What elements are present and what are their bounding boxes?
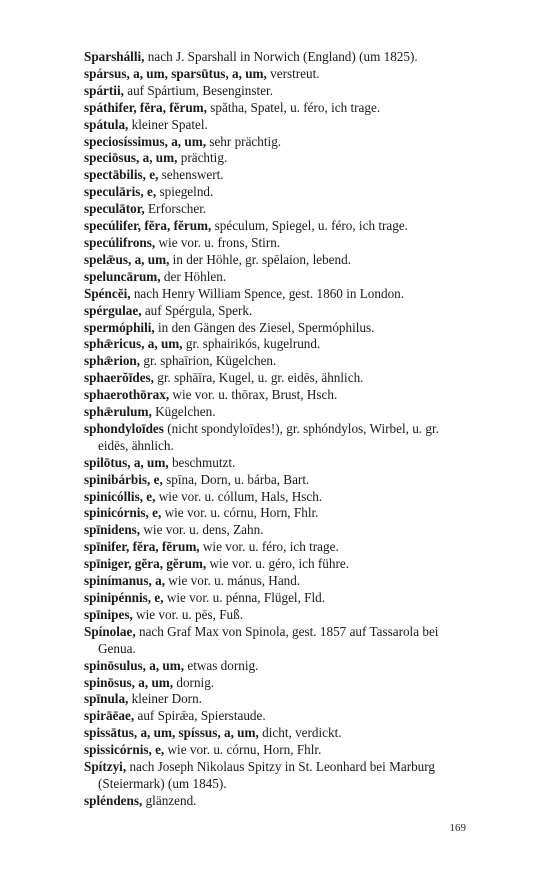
dictionary-entry [84,303,468,320]
entry-headword: spermóphili, [84,319,155,335]
entry-headword: Spítzyi, [84,759,127,775]
dictionary-entry [84,489,468,506]
entry-headword: speciosíssimus, a, um, [84,133,207,149]
entry-headword: spinōsulus, a, um, [84,657,185,673]
entry-definition: gr. sphāīra, Kugel, u. gr. eidēs, ähnlich. [153,370,364,386]
entry-definition: Kügelchen. [151,404,216,420]
entry-headword: spīnidens, [84,522,141,538]
dictionary-entry [84,759,468,793]
entry-definition: kleiner Spatel. [128,116,208,132]
entry-headword: spátula, [84,116,129,132]
dictionary-entry [84,150,468,167]
entry-definition: spīna, Dorn, u. bárba, Bart. [162,471,310,487]
entry-definition: wie vor. u. mánus, Hand. [165,573,301,589]
entry-headword: spīnula, [84,691,129,707]
dictionary-entry [84,134,468,151]
dictionary-entry [84,708,468,725]
entry-headword: spársus, a, um, sparsūtus, a, um, [84,65,267,81]
entry-definition: in den Gängen des Ziesel, Spermóphilus. [154,319,375,335]
dictionary-entry [84,455,468,472]
entry-headword: speculātor, [84,201,145,217]
entry-definition: wie vor. u. córnu, Horn, Fhlr. [164,742,322,758]
dictionary-entry [84,522,468,539]
dictionary-entry [84,117,468,134]
entry-headword: sphǣricus, a, um, [84,336,183,352]
entry-definition: gr. sphaīrion, Kügelchen. [140,353,277,369]
entry-headword: spissātus, a, um, spíssus, a, um, [84,725,259,741]
entry-headword: spīnifer, fĕra, fĕrum, [84,539,200,555]
entry-list [84,49,468,810]
dictionary-entry [84,658,468,675]
dictionary-entry [84,539,468,556]
dictionary-entry [84,269,468,286]
dictionary-entry [84,675,468,692]
entry-definition: spătha, Spatel, u. féro, ich trage. [206,99,381,115]
entry-headword: spelǣus, a, um, [84,251,170,267]
entry-definition: der Höhlen. [160,268,227,284]
dictionary-entry [84,725,468,742]
entry-headword: spérgulae, [84,302,142,318]
entry-definition: wie vor. u. thōrax, Brust, Hsch. [169,387,338,403]
entry-headword: Sparshálli, [84,49,145,64]
entry-headword: speciōsus, a, um, [84,150,178,166]
entry-definition: dicht, verdickt. [258,725,342,741]
dictionary-entry [84,184,468,201]
dictionary-entry [84,387,468,404]
dictionary-entry [84,590,468,607]
dictionary-entry [84,370,468,387]
entry-headword: spártii, [84,82,124,98]
entry-definition: spiegelnd. [156,184,214,200]
entry-headword: sphondyloīdes [84,420,164,436]
dictionary-entry [84,201,468,218]
entry-definition: nach J. Sparshall in Norwich (England) (um 1825). [144,49,418,64]
entry-definition: Erforscher. [144,201,207,217]
entry-definition: nach Henry William Spence, gest. 1860 in London. [130,285,405,301]
dictionary-entry [84,421,468,455]
dictionary-entry [84,66,468,83]
entry-headword: spinímanus, a, [84,573,165,589]
dictionary-entry [84,320,468,337]
dictionary-entry [84,607,468,624]
entry-headword: Spéncĕi, [84,285,131,301]
dictionary-entry [84,691,468,708]
entry-definition: auf Spártium, Besenginster. [123,82,274,98]
entry-definition: wie vor. u. géro, ich führe. [206,556,350,572]
entry-definition: auf Spirǣa, Spierstaude. [134,708,266,724]
dictionary-entry [84,404,468,421]
dictionary-entry [84,235,468,252]
entry-definition: (nicht spondyloīdes!), gr. sphóndylos, Wirbel, u. gr. eidēs, ähnlich. [98,420,439,453]
entry-definition: kleiner Dorn. [128,691,202,707]
entry-definition: gr. sphairikós, kugelrund. [182,336,321,352]
entry-headword: Spínolae, [84,623,136,639]
entry-definition: wie vor. u. pēs, Fuß. [132,606,244,622]
entry-definition: nach Joseph Nikolaus Spitzy in St. Leonhard bei Marburg (Steiermark) (um 1845). [98,759,436,791]
entry-definition: spéculum, Spiegel, u. féro, ich trage. [211,218,408,234]
dictionary-entry [84,252,468,269]
dictionary-entry [84,624,468,658]
entry-headword: spissicórnis, e, [84,742,165,758]
dictionary-entry [84,472,468,489]
entry-definition: nach Graf Max von Spinola, gest. 1857 auf Tassarola bei Genua. [98,623,439,656]
entry-definition: beschmutzt. [168,454,236,470]
entry-definition: wie vor. u. dens, Zahn. [140,522,264,538]
entry-definition: in der Höhle, gr. spēlaion, lebend. [169,251,352,267]
entry-definition: wie vor. u. córnu, Horn, Fhlr. [161,505,319,521]
entry-headword: spinicórnis, e, [84,505,162,521]
entry-definition: wie vor. u. pénna, Flügel, Fld. [163,590,326,605]
entry-headword: spīnipes, [84,606,133,622]
entry-headword: sphaerŏīdes, [84,370,154,386]
entry-headword: spléndens, [84,792,143,808]
entry-headword: sphǣrion, [84,353,141,369]
dictionary-entry [84,573,468,590]
entry-headword: spīniger, gĕra, gĕrum, [84,556,207,572]
entry-definition: wie vor. u. cóllum, Hals, Hsch. [155,488,323,504]
dictionary-entry [84,742,468,759]
entry-headword: spinibárbis, e, [84,471,163,487]
dictionary-entry [84,100,468,117]
entry-headword: spáthifer, fĕra, fĕrum, [84,99,207,115]
dictionary-entry [84,556,468,573]
dictionary-entry [84,353,468,370]
entry-definition: wie vor. u. féro, ich trage. [199,539,339,555]
dictionary-entry [84,49,468,66]
dictionary-entry [84,793,468,810]
entry-definition: sehenswert. [158,167,224,183]
entry-headword: spirāēae, [84,708,135,724]
entry-headword: spinōsus, a, um, [84,674,174,690]
entry-definition: wie vor. u. frons, Stirn. [155,234,281,250]
page-number: 169 [449,822,466,834]
dictionary-entry [84,336,468,353]
entry-headword: spectābilis, e, [84,167,159,183]
entry-definition: dornig. [173,674,215,690]
dictionary-entry [84,218,468,235]
dictionary-entry [84,286,468,303]
entry-definition: prächtig. [177,150,228,166]
dictionary-entry [84,167,468,184]
entry-definition: auf Spérgula, Sperk. [141,302,253,318]
entry-headword: specúlifer, fĕra, fĕrum, [84,218,212,234]
dictionary-entry [84,83,468,100]
entry-headword: spinipénnis, e, [84,590,164,605]
entry-definition: verstreut. [266,65,320,81]
entry-headword: spinicóllis, e, [84,488,156,504]
entry-headword: sphaerothōrax, [84,387,170,403]
entry-headword: specúlifrons, [84,234,156,250]
entry-definition: glänzend. [142,792,197,808]
dictionary-entry [84,505,468,522]
entry-definition: sehr prächtig. [206,133,282,149]
entry-definition: etwas dornig. [184,657,259,673]
entry-headword: speluncārum, [84,268,161,284]
entry-headword: spilōtus, a, um, [84,454,169,470]
entry-headword: speculāris, e, [84,184,157,200]
entry-headword: sphǣrulum, [84,404,152,420]
